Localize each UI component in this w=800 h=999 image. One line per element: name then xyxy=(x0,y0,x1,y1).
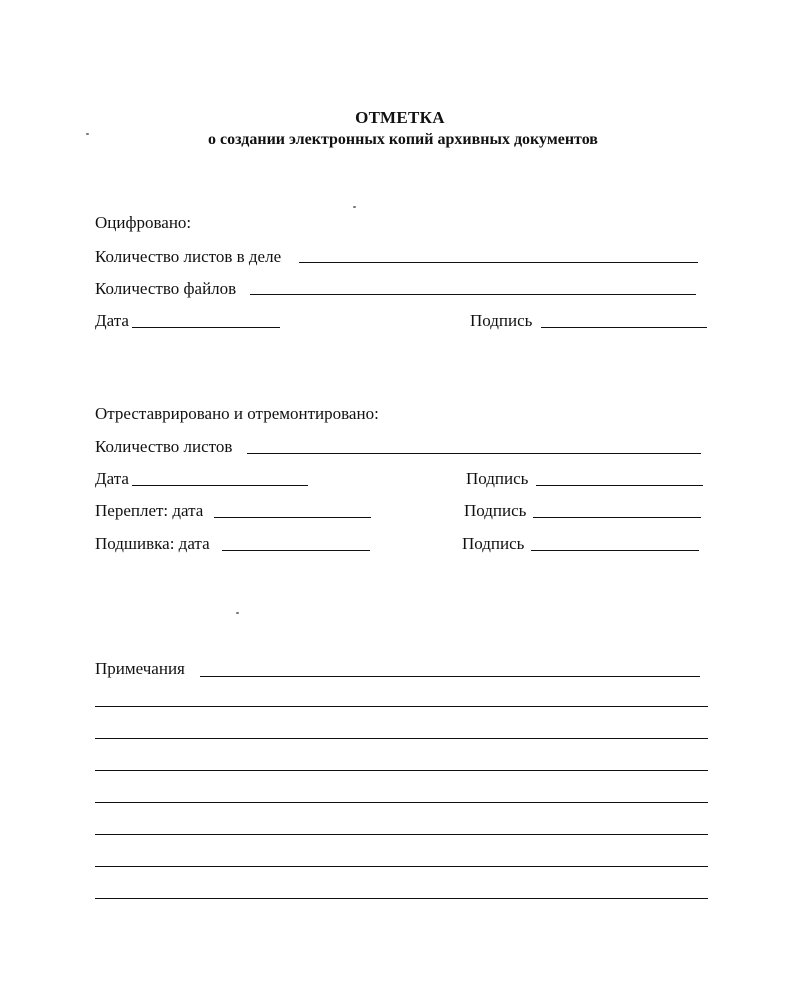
form-subtitle: о создании электронных копий архивных документов xyxy=(208,131,598,148)
digitized-heading: Оцифровано: xyxy=(95,213,192,232)
digitized-date-field[interactable] xyxy=(132,327,280,328)
binding-signature-label: Подпись xyxy=(464,501,527,520)
restored-signature-field[interactable] xyxy=(536,485,703,486)
notes-line[interactable] xyxy=(95,866,708,867)
binding-date-field[interactable] xyxy=(214,517,371,518)
digitized-date-label: Дата xyxy=(95,311,129,330)
binding-signature-field[interactable] xyxy=(533,517,701,518)
notes-line[interactable] xyxy=(95,770,708,771)
notes-label: Примечания xyxy=(95,659,185,678)
scan-speck xyxy=(353,206,356,208)
digitized-files-label: Количество файлов xyxy=(95,279,237,298)
scan-speck xyxy=(86,133,89,135)
notes-line[interactable] xyxy=(95,834,708,835)
digitized-sheets-label: Количество листов в деле xyxy=(95,247,282,266)
notes-line[interactable] xyxy=(95,738,708,739)
notes-first-line[interactable] xyxy=(200,676,700,677)
scan-speck xyxy=(236,612,239,614)
restored-date-field[interactable] xyxy=(132,485,308,486)
binding-date-label: Переплет: дата xyxy=(95,501,204,520)
notes-line[interactable] xyxy=(95,898,708,899)
restored-sheets-field[interactable] xyxy=(247,453,701,454)
restored-date-label: Дата xyxy=(95,469,129,488)
stitching-date-field[interactable] xyxy=(222,550,370,551)
restored-heading: Отреставрировано и отремонтировано: xyxy=(95,404,379,423)
digitized-sheets-field[interactable] xyxy=(299,262,698,263)
notes-line[interactable] xyxy=(95,802,708,803)
digitized-files-field[interactable] xyxy=(250,294,696,295)
digitized-signature-field[interactable] xyxy=(541,327,707,328)
restored-signature-label: Подпись xyxy=(466,469,529,488)
notes-line[interactable] xyxy=(95,706,708,707)
digitized-signature-label: Подпись xyxy=(470,311,533,330)
stitching-date-label: Подшивка: дата xyxy=(95,534,210,553)
stitching-signature-field[interactable] xyxy=(531,550,699,551)
stitching-signature-label: Подпись xyxy=(462,534,525,553)
form-title: ОТМЕТКА xyxy=(355,108,445,127)
restored-sheets-label: Количество листов xyxy=(95,437,233,456)
